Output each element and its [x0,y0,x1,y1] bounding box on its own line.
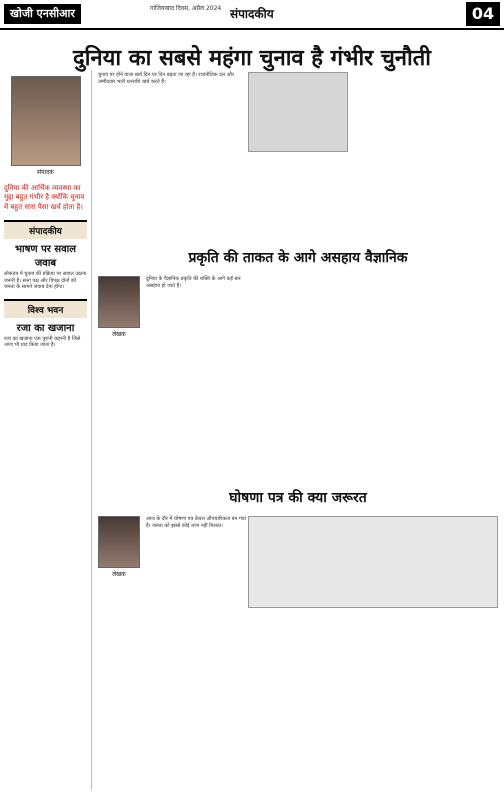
author-photo [98,516,140,568]
photo-caption: संपादक [37,169,54,176]
masthead: खोजी एनसीआर [4,4,81,24]
bottom-headline: रजा का खजाना [16,322,75,334]
author-name: लेखक [112,571,126,578]
bottom-body: रजा का खजाना एक पुरानी कहानी है जिसे आज भी याद किया जाता है। [4,335,81,349]
left-sidebar [0,70,92,790]
page-number: 04 [466,2,500,26]
editorial-body: लोकतंत्र में चुनाव की प्रक्रिया पर सवाल उठाना जरूरी है। सत्ता पक्ष और विपक्ष दोनों को जनता के सामने जवाब देना होगा। [4,271,87,291]
dateline: गाजियाबाद दिवस, अप्रैल 2024 [150,5,222,12]
author-photo [98,276,140,328]
cartoon-image [248,516,498,608]
editorial-headline: भाषण पर सवाल जवाब [14,244,77,270]
article2-author [98,276,140,338]
editor-photo [11,76,81,166]
article3-headline: घोषणा पत्र की क्या जरूरत [229,490,367,506]
main-headline: दुनिया का सबसे महंगा चुनाव है गंभीर चुनौती [73,45,431,71]
pull-quote: दुनिया की आर्थिक व्यवस्था का मुद्दा बहुत गंभीर है क्योंकि चुनाव में बहुत सारा पैसा खर्च होता है। [4,184,85,211]
article2-headline: प्रकृति की ताकत के आगे असहाय वैज्ञानिक [188,250,408,266]
article3-author [98,516,140,578]
lead-image [248,72,348,152]
bottom-label: विश्व भवन [4,299,87,318]
editorial-label: संपादकीय [4,220,87,239]
author-name: लेखक [112,331,126,338]
article3 [98,516,498,800]
page-header [0,0,504,30]
section-title: संपादकीय [230,7,274,21]
article2-text: दुनिया के वैज्ञानिक प्रकृति की शक्ति के आगे कई बार असहाय हो जाते हैं। [146,276,241,289]
article3-text: आज के दौर में घोषणा पत्र केवल औपचारिकता बन गया है। जनता को इससे कोई लाभ नहीं मिलता। [146,516,247,529]
lead-article [98,72,498,232]
article2 [98,276,498,456]
lead-text: चुनाव पर होने वाला खर्च दिन पर दिन बढ़ता जा रहा है। राजनीतिक दल और उम्मीदवार भारी धनराशि खर्च करते हैं। [98,72,234,85]
